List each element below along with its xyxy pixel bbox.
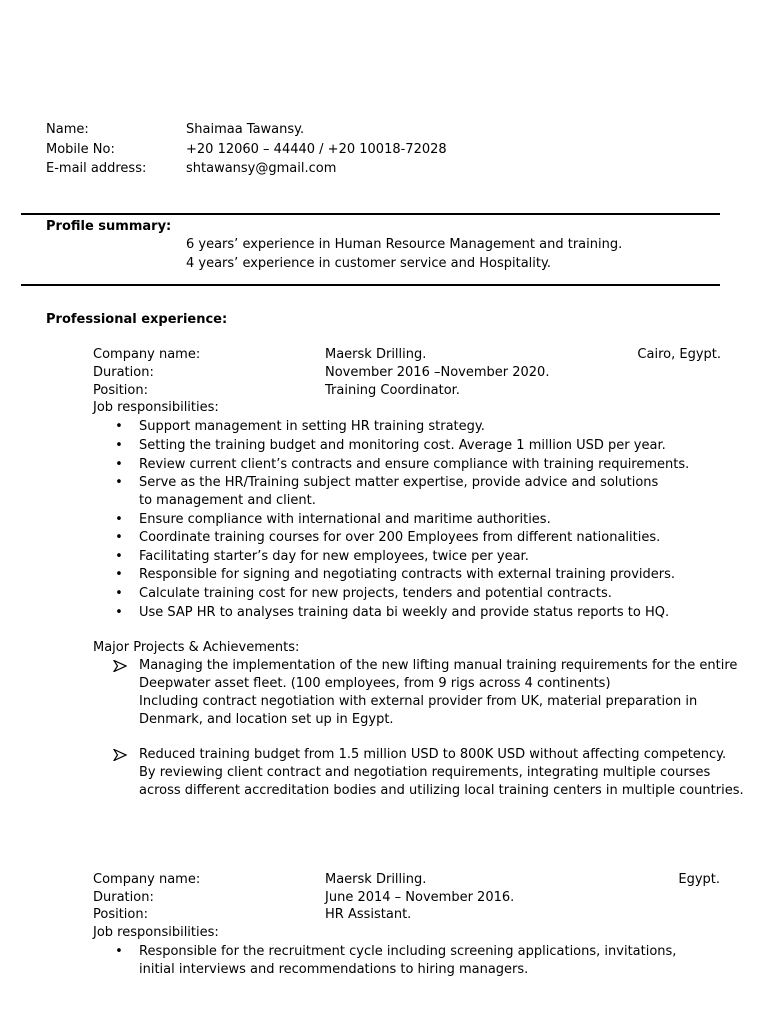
job-location: Cairo, Egypt. [637,347,721,362]
duration-value: November 2016 –November 2020. [325,365,550,380]
duration-label: Duration: [93,365,154,380]
email-value: shtawansy@gmail.com [186,161,337,176]
responsibilities-label: Job responsibilities: [93,925,219,940]
profile-line: 6 years’ experience in Human Resource Management and training. [186,237,623,252]
bullet-icon: • [115,586,123,601]
duration-value: June 2014 – November 2016. [325,890,515,905]
bullet-icon: • [115,549,123,564]
job-location: Egypt. [678,872,720,887]
divider-bottom [21,284,720,286]
responsibility-item: Ensure compliance with international and maritime authorities. [139,512,551,527]
responsibility-item: Use SAP HR to analyses training data bi weekly and provide status reports to HQ. [139,605,670,620]
responsibility-item: Responsible for signing and negotiating contracts with external training providers. [139,567,676,582]
bullet-icon: • [115,567,123,582]
position-value: Training Coordinator. [325,383,460,398]
responsibility-item: Calculate training cost for new projects, tenders and potential contracts. [139,586,612,601]
duration-label: Duration: [93,890,154,905]
bullet-icon: • [115,530,123,545]
bullet-icon: • [115,419,123,434]
profile-line: 4 years’ experience in customer service and Hospitality. [186,256,551,271]
responsibility-item: Facilitating starter’s day for new employees, twice per year. [139,549,529,564]
company-value: Maersk Drilling. [325,872,427,887]
position-label: Position: [93,383,148,398]
achievement-line: By reviewing client contract and negotiation requirements, integrating multiple courses [139,765,711,780]
position-value: HR Assistant. [325,907,412,922]
responsibility-item: Review current client’s contracts and ensure compliance with training requirements. [139,457,690,472]
bullet-icon: • [115,605,123,620]
responsibility-item: Responsible for the recruitment cycle including screening applications, invitations, initial interviews and recommendations to hiring managers. [139,944,677,977]
experience-heading: Professional experience: [46,312,228,327]
bullet-icon: • [115,438,123,453]
bullet-icon: • [115,944,123,959]
arrow-bullet-icon [113,749,127,761]
responsibility-item: Coordinate training courses for over 200 Employees from different nationalities. [139,530,661,545]
responsibilities-label: Job responsibilities: [93,400,219,415]
arrow-bullet-icon [113,660,127,672]
company-label: Company name: [93,872,201,887]
company-label: Company name: [93,347,201,362]
achievement-line: Reduced training budget from 1.5 million USD to 800K USD without affecting competency. [139,747,727,762]
name-value: Shaimaa Tawansy. [186,122,305,137]
achievement-line: Deepwater asset fleet. (100 employees, from 9 rigs across 4 continents) [139,676,611,691]
responsibility-item: Setting the training budget and monitoring cost. Average 1 million USD per year. [139,438,666,453]
bullet-icon: • [115,457,123,472]
achievement-line: Including contract negotiation with external provider from UK, material preparation in [139,694,698,709]
achievement-line: Managing the implementation of the new lifting manual training requirements for the entire [139,658,738,673]
position-label: Position: [93,907,148,922]
responsibility-item: Serve as the HR/Training subject matter expertise, provide advice and solutions to management and client. [139,475,659,508]
achievement-line: Denmark, and location set up in Egypt. [139,712,394,727]
achievements-label: Major Projects & Achievements: [93,640,300,655]
bullet-icon: • [115,475,123,490]
name-label: Name: [46,122,89,137]
responsibility-item: Support management in setting HR training strategy. [139,419,485,434]
profile-heading: Profile summary: [46,219,172,234]
bullet-icon: • [115,512,123,527]
email-label: E-mail address: [46,161,147,176]
divider-top [21,213,720,215]
achievement-line: across different accreditation bodies and utilizing local training centers in multiple countries. [139,783,744,798]
mobile-label: Mobile No: [46,142,115,157]
company-value: Maersk Drilling. [325,347,427,362]
mobile-value: +20 12060 – 44440 / +20 10018-72028 [186,142,447,157]
